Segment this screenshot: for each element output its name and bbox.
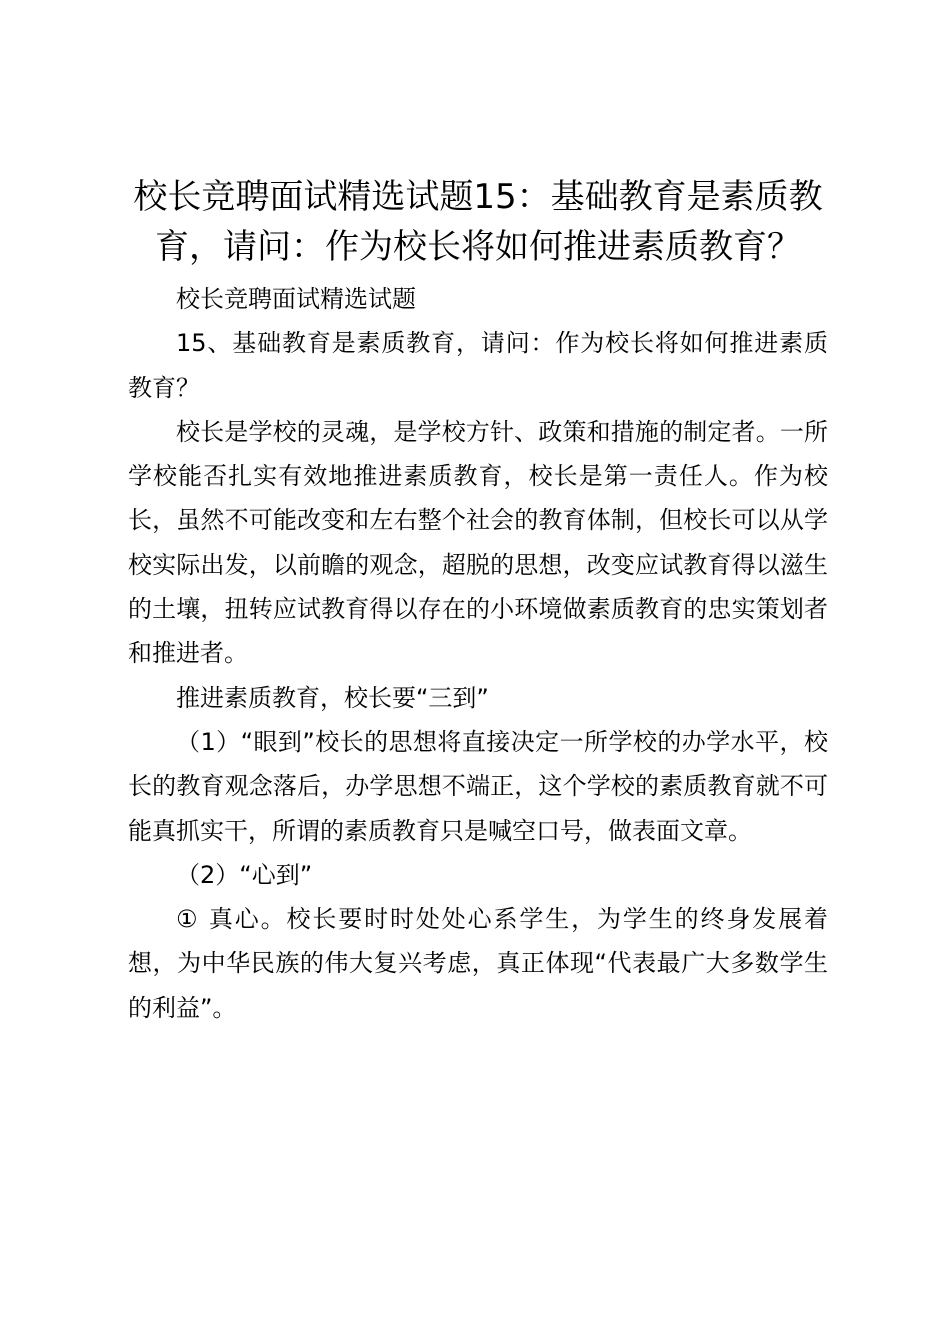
paragraph-three-points: 推进素质教育，校长要“三到” <box>176 683 489 712</box>
paragraph-subtitle: 校长竞聘面试精选试题 <box>176 285 416 313</box>
paragraph-sincerity: ① 真心。校长要时时处处心系学生，为学生的终身发展着想，为中华民族的伟大复兴考虑，真正体现“代表最广大多数学生的利益”。 <box>128 905 828 1022</box>
paragraph-principal-role: 校长是学校的灵魂，是学校方针、政策和措施的制定者。一所学校能否扎实有效地推进素质教育，校长是第一责任人。作为校长，虽然不可能改变和左右整个社会的教育体制，但校长可以从学校实际出发，以前瞻的观念，超脱的思想，改变应试教育得以滋生的土壤，扭转应试教育得以存在的小环境做素质教育的忠实策划者和推进者。 <box>128 417 828 668</box>
paragraph-question: 15、基础教育是素质教育，请问：作为校长将如何推进素质教育？ <box>128 329 828 402</box>
document-title: 校长竞聘面试精选试题15：基础教育是素质教育，请问：作为校长将如何推进素质教育？ <box>133 177 823 267</box>
document-body <box>128 277 828 1030</box>
paragraph-eye: （1）“眼到”校长的思想将直接决定一所学校的办学水平，校长的教育观念落后，办学思想不端正，这个学校的素质教育就不可能真抓实干，所谓的素质教育只是喊空口号，做表面文章。 <box>128 727 828 845</box>
paragraph-heart: （2）“心到” <box>176 860 313 889</box>
